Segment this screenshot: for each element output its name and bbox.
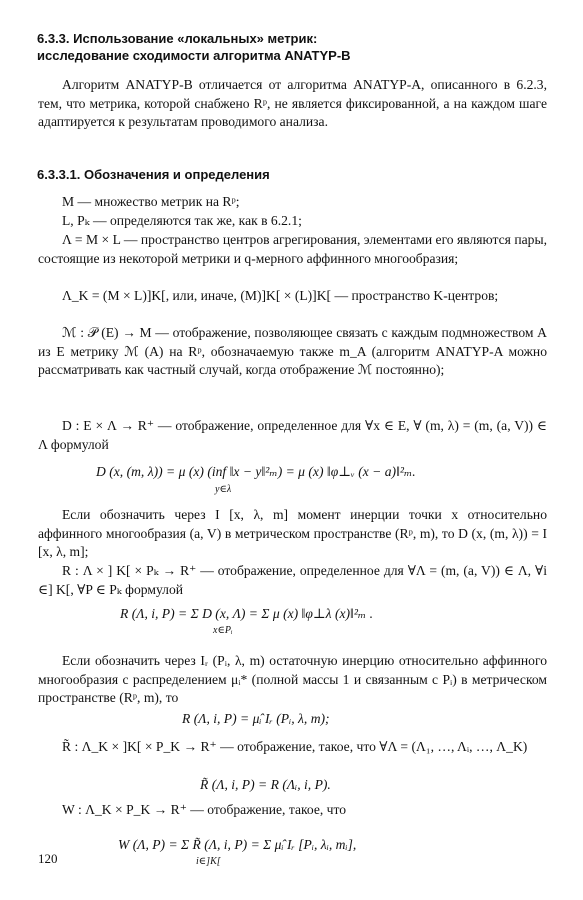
formula-d-expression: D (x, (m, λ)) = μ (x) (inf ‖x − y‖²ₘ) = μ (x) ‖φ⊥ᵥ (x − a)‖²ₘ. [96,464,416,479]
formula-r [120,605,373,623]
page-number: 120 [38,851,58,866]
formula-r-tilde: R̃ (Λ, i, P) = R (Λᵢ, i, P). [200,777,331,792]
subsection-heading: 6.3.3.1. Обозначения и определения [37,167,270,182]
definition-metric-map: ℳ : 𝒫 (E) → M — отображение, позволяющее связать с каждым подмножеством A из E метрику ℳ (A) на Rᵖ, обозначаемую также m_A (алгоритм ANATYP-A можно рассматривать как частный случай, когда отображение ℳ постоянно); [38,325,547,378]
definition-r: R : Λ × ] K[ × Pₖ → R⁺ — отображение, определенное для ∀Λ = (m, (a, V)) ∈ Λ, ∀i ∈] K[, ∀P ∈ Pₖ формулой [38,563,547,597]
section-heading [37,30,537,64]
formula-w-subscript: i∈]K[ [196,856,221,867]
definition-r-tilde: R̃ : Λ_K × ]K[ × P_K → R⁺ — отображение, такое, что ∀Λ = (Λ₁, …, Λᵢ, …, Λ_K) [62,739,528,754]
formula-d [96,463,416,481]
intro-paragraph: Алгоритм ANATYP-B отличается от алгоритма ANATYP-A, описанного в 6.2.3, тем, что метрика, которой снабжено Rᵖ, не является фиксированной, а на каждом шаге адаптируется к результатам проводимого анализа. [38,77,547,130]
formula-r-expression: R (Λ, i, P) = Σ D (x, Λ) = Σ μ (x) ‖φ⊥λ (x)‖²ₘ . [120,606,374,621]
formula-w [118,836,356,854]
definition-w: W : Λ_K × P_K → R⁺ — отображение, такое, что [62,802,347,817]
section-heading-line-2: исследование сходимости алгоритма ANATYP-B [37,48,351,63]
residual-inertia-paragraph: Если обозначить через Iᵣ (Pᵢ, λ, m) остаточную инерцию относительно аффинного многообразия с распределением μᵢ* (полной массы 1 и связанным с Pᵢ) в метрическом пространстве (Rᵖ, m), то [38,653,547,706]
definition-lambda: Λ = M × L — пространство центров агрегирования, элементами его являются пары, состоящие из некоторой метрики и q-мерного аффинного многообразия; [38,232,547,266]
definition-d: D : E × Λ → R⁺ — отображение, определенное для ∀x ∈ E, ∀ (m, λ) = (m, (a, V)) ∈ Λ формулой [38,418,547,452]
inertia-paragraph: Если обозначить через I [x, λ, m] момент инерции точки x относительно аффинного многообразия (a, V) в метрическом пространстве (Rᵖ, m), то D (x, (m, λ)) = I [x, λ, m]; [38,507,547,560]
definition-l-pk: L, Pₖ — определяются так же, как в 6.2.1; [62,213,302,228]
formula-d-subscript: y∈λ [215,484,232,495]
formula-w-expression: W (Λ, P) = Σ R̃ (Λ, i, P) = Σ μ̂ᵢ Iᵣ [Pᵢ, λᵢ, mᵢ], [118,837,357,852]
definition-lambda-k: Λ_K = (M × L)]K[, или, иначе, (M)]K[ × (L)]K[ — пространство K-центров; [62,288,499,303]
section-heading-line-1: 6.3.3. Использование «локальных» метрик: [37,31,318,46]
formula-r-subscript: x∈Pᵢ [213,625,233,636]
definition-m: M — множество метрик на Rᵖ; [62,194,240,209]
formula-r-inertia: R (Λ, i, P) = μ̂ᵢ Iᵣ (Pᵢ, λ, m); [182,711,330,726]
